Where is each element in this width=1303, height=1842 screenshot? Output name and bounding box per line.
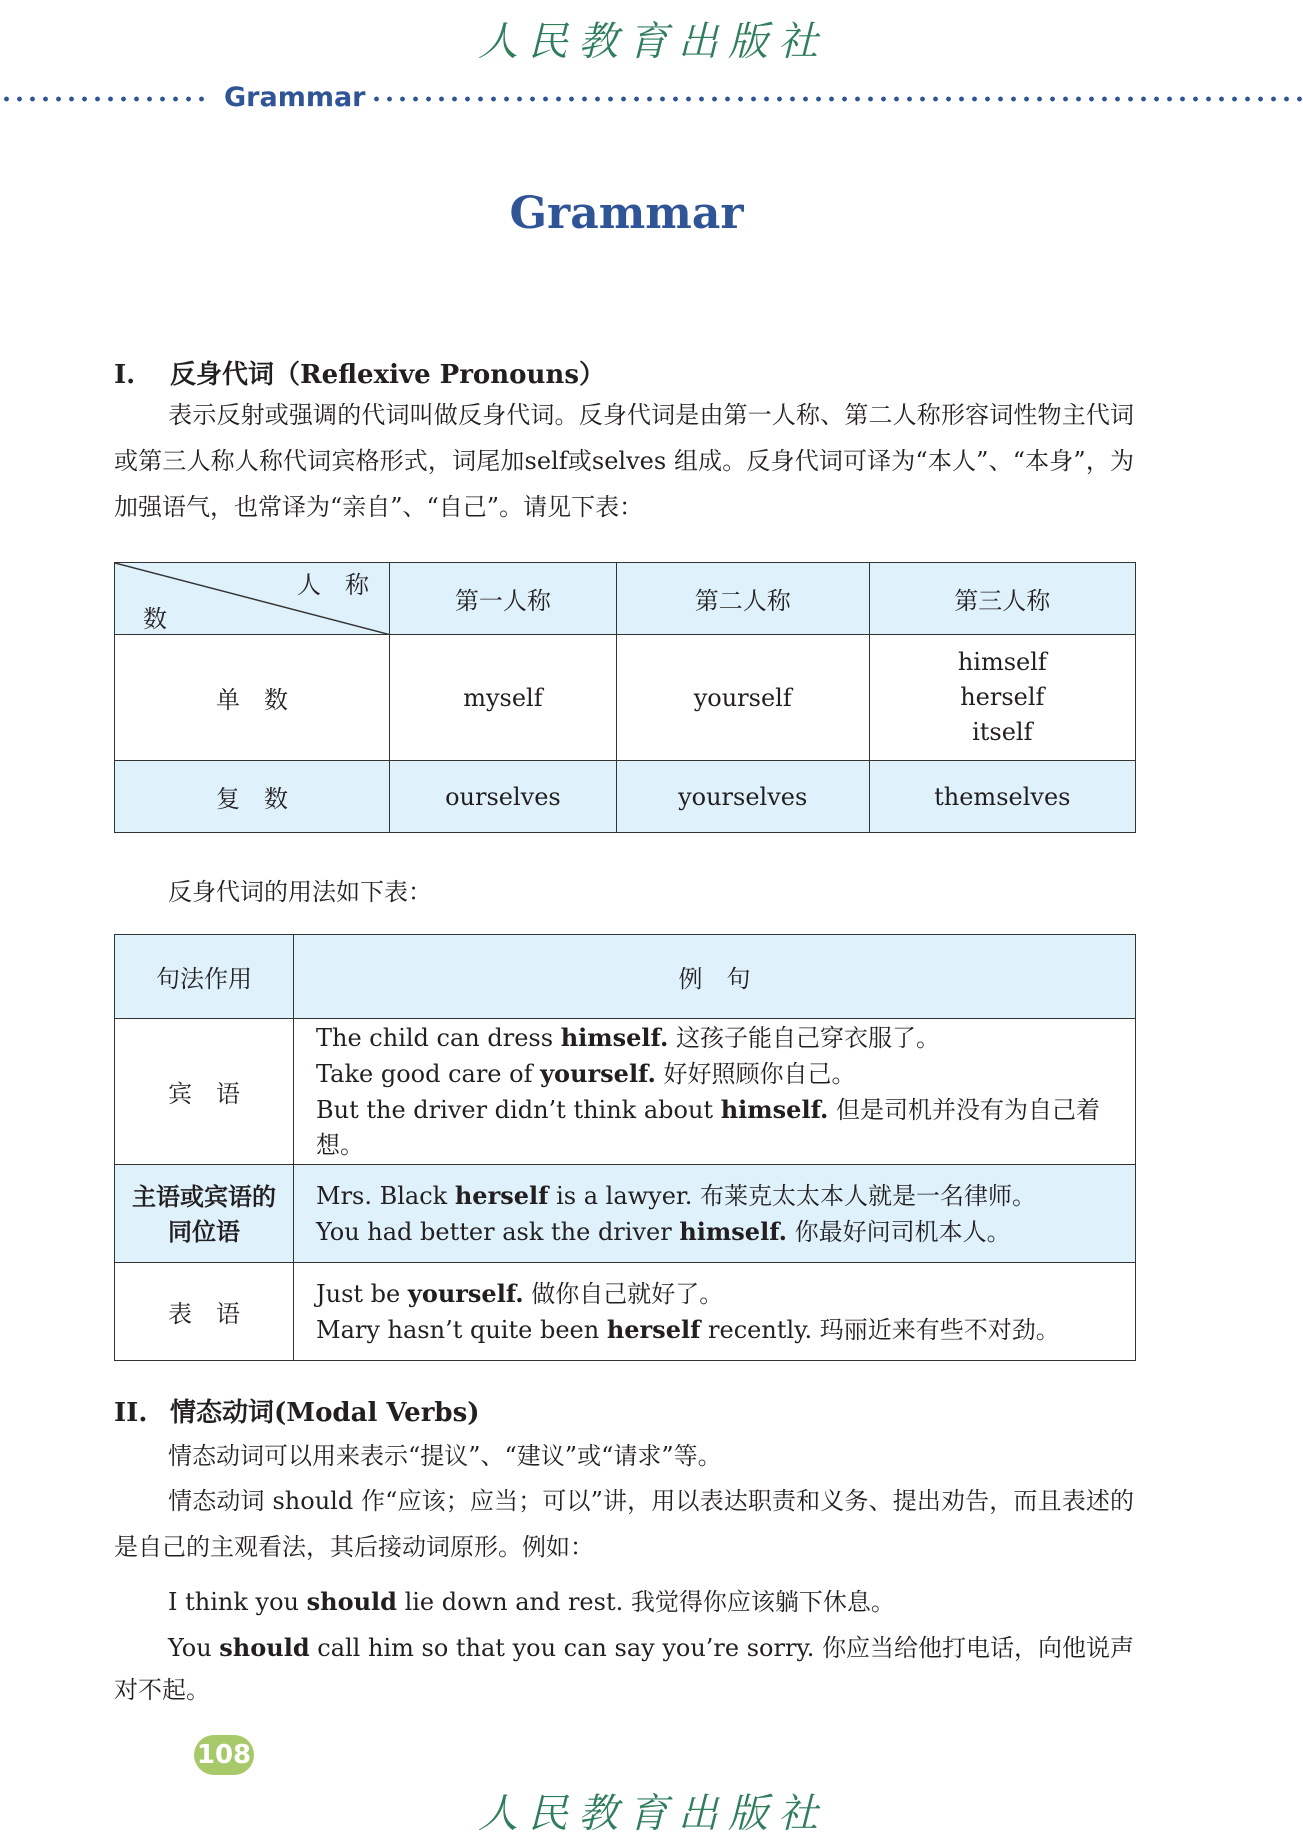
publisher-logo-top: 人民教育出版社 (478, 19, 828, 65)
section2-p2-text: 情态动词 should 作“应该；应当；可以”讲，用以表达职责和义务、提出劝告，而且表述的是自己的主观看法，其后接动词原形。例如： (114, 1487, 1134, 1561)
table1-header: 第三人称 (869, 563, 1135, 635)
example-line: Take good care of yourself. 好好照顾你自己。 (316, 1059, 856, 1088)
section2-example1: I think you should lie down and rest. 我觉得你应该躺下休息。 (168, 1587, 895, 1616)
table2-examples (294, 1165, 1136, 1263)
page-number: 108 (194, 1735, 254, 1775)
table2-header: 句法作用 (115, 935, 294, 1019)
table2-examples (294, 1019, 1136, 1165)
example-line: Just be yourself. 做你自己就好了。 (316, 1278, 724, 1308)
publisher-logo-bottom: 人民教育出版社 (478, 1791, 828, 1837)
section2-example2: You should call him so that you can say you’re sorry. 你应当给他打电话，向他说声 (168, 1633, 1135, 1662)
section2-heading (114, 1392, 480, 1429)
reflexive-pronoun-table (114, 562, 1136, 833)
header-dots-left (0, 96, 212, 102)
example-line: You had better ask the driver himself. 你最好问司机本人。 (316, 1216, 1011, 1246)
table2-header: 例 句 (294, 935, 1136, 1019)
page-title: Grammar (509, 188, 744, 239)
table2-row-label: 主语或宾语的同位语 (115, 1165, 294, 1263)
table1-header: 第一人称 (390, 563, 617, 635)
running-head-label: Grammar (224, 82, 366, 113)
section2-num: II. (114, 1398, 148, 1428)
example-line: The child can dress himself. 这孩子能自己穿衣服了。 (316, 1023, 941, 1052)
table1-header: 第二人称 (616, 563, 869, 635)
table2-row-label: 表 语 (115, 1263, 294, 1361)
section2-p2 (114, 1478, 1134, 1570)
section2-title: 情态动词(Modal Verbs) (170, 1398, 480, 1428)
table1-cell: yourself (616, 635, 869, 761)
section1-num: I. (114, 360, 136, 390)
running-header (0, 78, 1303, 118)
example-line: Mary hasn’t quite been herself recently. 玛丽近来有些不对劲。 (316, 1314, 1060, 1344)
example-line: But the driver didn’t think about himself. 但是司机并没有为自己着想。 (316, 1095, 1101, 1159)
table1-cell: myself (390, 635, 617, 761)
section2-p1: 情态动词可以用来表示“提议”、“建议”或“请求”等。 (168, 1442, 722, 1470)
section2-example2-cont: 对不起。 (114, 1676, 210, 1704)
table2-examples (294, 1263, 1136, 1361)
section1-intro-text: 表示反射或强调的代词叫做反身代词。反身代词是由第一人称、第二人称形容词性物主代词或第三人称人称代词宾格形式，词尾加self或selves 组成。反身代词可译为“本人”、“本身”，为加强语气，也常译为“亲自”、“自己”。请见下表： (114, 401, 1134, 521)
table1-cell: ourselves (390, 761, 617, 833)
example-line: Mrs. Black herself is a lawyer. 布莱克太太本人就是一名律师。 (316, 1180, 1037, 1210)
table1-corner-cell (115, 563, 390, 635)
table2-row-label: 宾 语 (115, 1019, 294, 1165)
section1-heading (114, 354, 605, 391)
table1-cell: themselves (869, 761, 1135, 833)
corner-top-label: 人 称 (297, 571, 369, 599)
section1-intro (114, 392, 1134, 530)
usage-intro: 反身代词的用法如下表： (168, 878, 432, 906)
corner-bottom-label: 数 (143, 605, 167, 633)
usage-table (114, 934, 1136, 1361)
header-dots-right (370, 96, 1303, 102)
section1-title: 反身代词（Reflexive Pronouns） (170, 360, 605, 390)
table1-row-label: 复 数 (115, 761, 390, 833)
table1-row-label: 单 数 (115, 635, 390, 761)
table1-cell: yourselves (616, 761, 869, 833)
table1-cell: himself herself itself (869, 635, 1135, 761)
